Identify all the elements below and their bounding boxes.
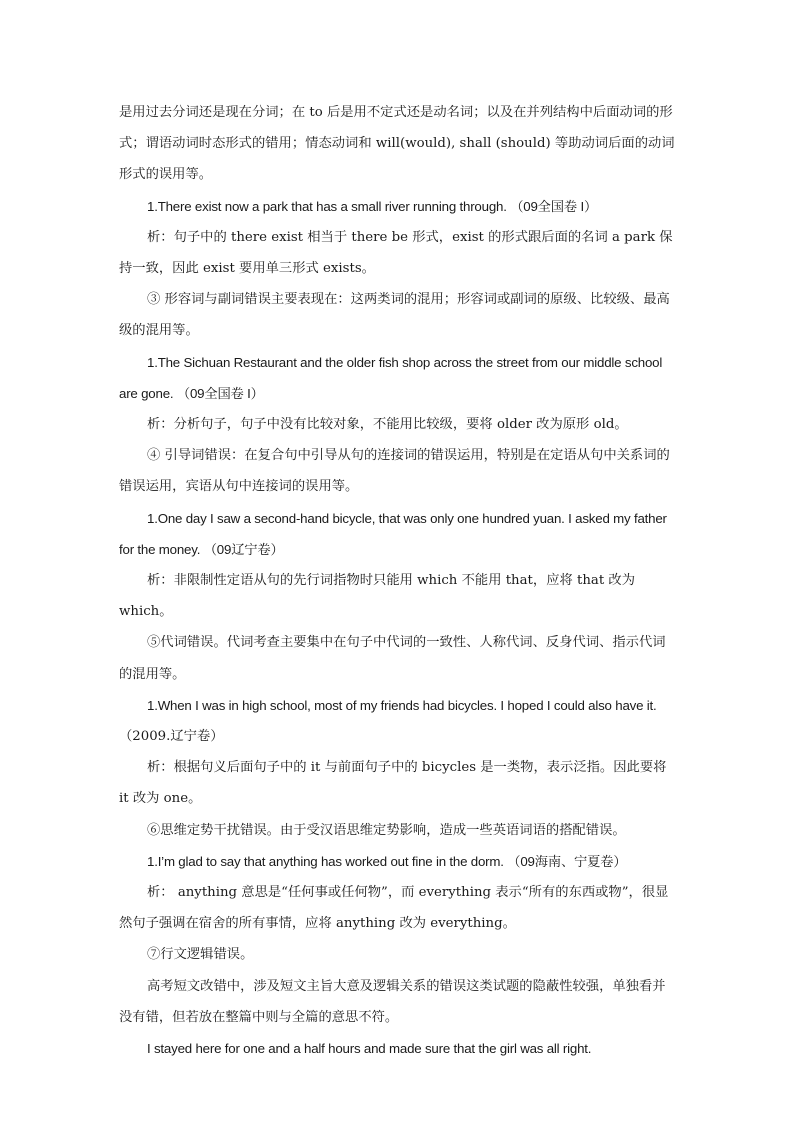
example-sentence: 1.One day I saw a second-hand bicycle, that was only one hundred yuan. I asked my father [147,510,667,526]
analysis-paragraph: 析：根据句义后面句子中的 it 与前面句子中的 bicycles 是一类物，表示泛指。因此要将 it 改为 one。 [119,760,667,807]
paragraph-verb-forms: 是用过去分词还是现在分词；在 to 后是用不定式还是动名词；以及在并列结构中后面动词的形式；谓语动词时态形式的错用；情态动词和 will(would), shall (should) 等助动词后面的动词形式的误用等。 [119,105,675,183]
analysis-paragraph: 析：句子中的 there exist 相当于 there be 形式，exist 的形式跟后面的名词 a park 保持一致，因此 exist 要用单三形式 exists。 [119,229,673,277]
analysis-paragraph: 析：非限制性定语从句的先行词指物时只能用 which 不能用 that，应将 that 改为 which。 [119,573,636,620]
analysis-paragraph: 析：分析句子，句子中没有比较对象，不能用比较级，要将 older 改为原形 old。 [147,417,628,433]
section-thinking-pattern: ⑥思维定势干扰错误。由于受汉语思维定势影响，造成一些英语词语的搭配错误。 [147,822,626,838]
example-sentence: 1.I’m glad to say that anything has worked out fine in the dorm. （09海南、宁夏卷） [147,853,627,869]
section-connective: ④ 引导词错误：在复合句中引导从句的连接词的错误运用，特别是在定语从句中关系词的错误运用，宾语从句中连接词的误用等。 [119,448,670,495]
section-pronoun: ⑤代词错误。代词考查主要集中在句子中代词的一致性、人称代词、反身代词、指示代词的混用等。 [119,635,666,682]
example-sentence-continued: for the money. （09辽宁卷） [119,541,284,557]
example-sentence: 1.There exist now a park that has a small river running through. （09全国卷 I） [147,198,598,214]
section-logic: ⑦行文逻辑错误。 [147,947,254,963]
analysis-paragraph: 析： anything 意思是“任何事或任何物”，而 everything 表示“所有的东西或物”，很显然句子强调在宿舍的所有事情，应将 anything 改为 everything。 [119,885,669,932]
logic-explanation: 高考短文改错中，涉及短文主旨大意及逻辑关系的错误这类试题的隐蔽性较强，单独看并没有错，但若放在整篇中则与全篇的意思不符。 [119,978,666,1025]
document-body [119,97,675,1064]
section-adjective-adverb: ③ 形容词与副词错误主要表现在：这两类词的混用；形容词或副词的原级、比较级、最高级的混用等。 [119,292,670,339]
source-citation: （2009.辽宁卷） [119,729,224,745]
example-sentence: I stayed here for one and a half hours and made sure that the girl was all right. [147,1041,592,1057]
example-sentence: 1.When I was in high school, most of my friends had bicycles. I hoped I could also have it. [147,697,657,713]
example-sentence: 1.The Sichuan Restaurant and the older fish shop across the street from our middle school are gone. （09全国卷 I） [119,354,663,401]
